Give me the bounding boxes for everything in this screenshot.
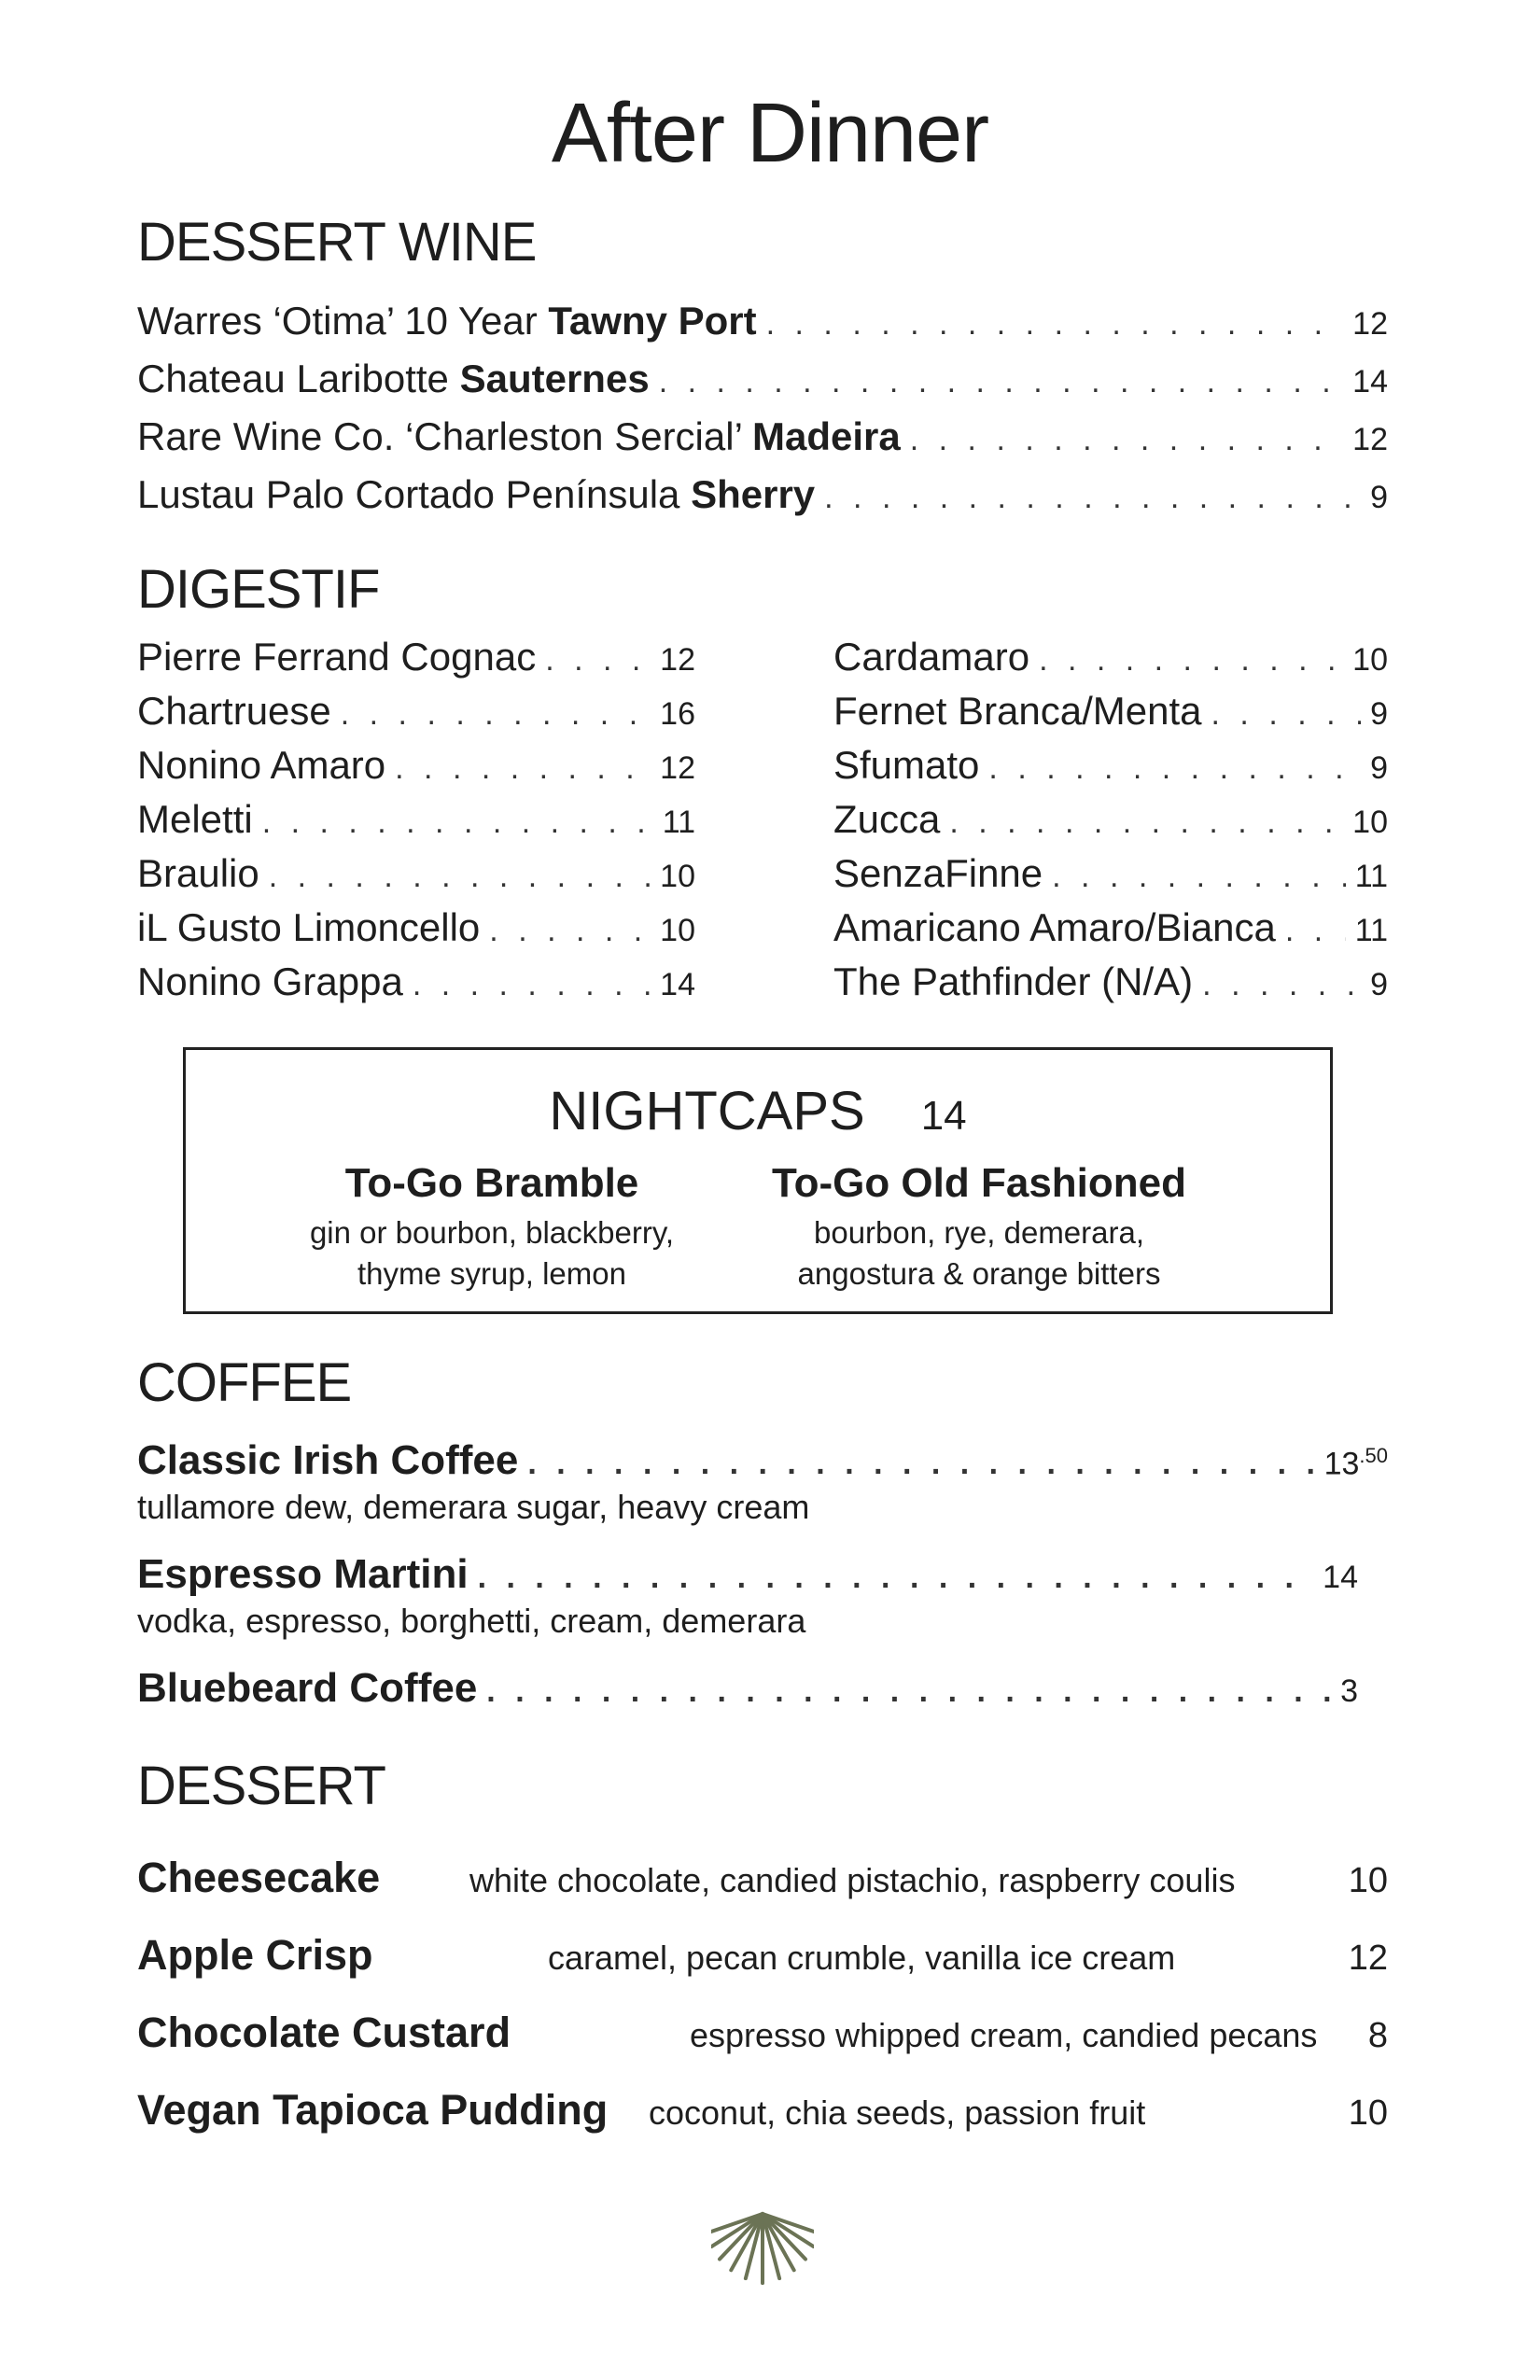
nightcap-description <box>764 1212 1194 1295</box>
dot-leader <box>1211 696 1362 733</box>
description-line: gin or bourbon, blackberry, <box>309 1215 675 1250</box>
dot-leader <box>489 913 651 949</box>
dessert-wine-list <box>137 299 1388 530</box>
item-description: caramel, pecan crumble, vanilla ice cream <box>548 1939 1176 1977</box>
list-item <box>137 905 695 959</box>
item-price: 9 <box>1370 480 1388 515</box>
item-price: 11 <box>1354 913 1388 948</box>
item-name: The Pathfinder (N/A) <box>833 959 1194 1003</box>
item-price: 10 <box>660 859 695 894</box>
dot-leader <box>766 306 1344 343</box>
list-item <box>833 635 1388 689</box>
wine-producer: Lustau Palo Cortado Península <box>137 472 680 516</box>
item-name: Sfumato <box>833 743 980 787</box>
item-price: 12 <box>1352 422 1388 457</box>
nightcap-name: To-Go Old Fashioned <box>771 1160 1187 1206</box>
list-item <box>833 959 1388 1014</box>
digestif-left-column <box>137 635 695 1014</box>
item-name: Apple Crisp <box>137 1931 373 1979</box>
nightcaps-header <box>186 1080 1330 1142</box>
dessert-list <box>137 1854 1388 2163</box>
item-price: $13^{.50}$ <box>1323 1443 1388 1481</box>
item-name: Cardamaro <box>833 635 1030 679</box>
item-description: coconut, chia seeds, passion fruit <box>649 2093 1146 2132</box>
item-name: Chartruese <box>137 689 331 733</box>
list-item <box>137 357 1388 414</box>
item-price: 12 <box>1348 1939 1388 1978</box>
digestif-right-column <box>833 635 1388 1014</box>
coffee-heading: COFFEE <box>137 1352 352 1413</box>
item-price: 10 <box>1348 1861 1388 1900</box>
list-item <box>833 851 1388 905</box>
description-line: thyme syrup, lemon <box>357 1256 626 1291</box>
wine-style: Madeira <box>752 414 901 458</box>
dessert-wine-heading: DESSERT WINE <box>137 212 537 273</box>
item-description: tullamore dew, demerara sugar, heavy cream <box>137 1488 810 1526</box>
dessert-heading: DESSERT <box>137 1756 385 1816</box>
dot-leader <box>659 364 1343 400</box>
wine-producer: Rare Wine Co. ‘Charleston Sercial’ <box>137 414 742 458</box>
item-description: vodka, espresso, borghetti, cream, demerara <box>137 1602 806 1640</box>
dot-leader <box>910 422 1343 458</box>
item-price: 14 <box>1323 1560 1358 1595</box>
item-name: Cheesecake <box>137 1854 381 1901</box>
wine-producer: Warres ‘Otima’ 10 Year <box>137 299 538 343</box>
list-item <box>137 2086 1388 2163</box>
list-item <box>137 1437 1388 1551</box>
item-price: 9 <box>1370 967 1388 1002</box>
nightcap-item <box>277 1160 707 1295</box>
item-price: 12 <box>660 642 695 678</box>
dot-leader <box>949 805 1343 841</box>
dot-leader <box>395 750 651 787</box>
dot-leader <box>486 1673 1331 1710</box>
item-name: Bluebeard Coffee <box>137 1665 478 1711</box>
list-item <box>137 689 695 743</box>
item-name: iL Gusto Limoncello <box>137 905 481 949</box>
list-item <box>137 635 695 689</box>
item-price: 14 <box>1352 364 1388 399</box>
list-item <box>137 959 695 1014</box>
item-name: Nonino Amaro <box>137 743 386 787</box>
dot-leader <box>478 1560 1314 1596</box>
item-price: 16 <box>660 696 695 732</box>
item-price: 14 <box>660 967 695 1002</box>
item-price: 10 <box>660 913 695 948</box>
nightcap-item <box>764 1160 1194 1295</box>
list-item <box>833 743 1388 797</box>
item-price: 3 <box>1340 1673 1358 1709</box>
list-item <box>137 472 1388 530</box>
item-price: 11 <box>1354 859 1388 894</box>
item-price: 9 <box>1370 750 1388 786</box>
item-name: Zucca <box>833 797 941 841</box>
dot-leader <box>413 967 651 1003</box>
wine-style: Sauternes <box>459 357 650 400</box>
dot-leader <box>1052 859 1346 895</box>
list-item <box>137 1551 1388 1665</box>
item-description: white chocolate, candied pistachio, raspberry coulis <box>469 1861 1236 1899</box>
item-price: 11 <box>662 805 695 840</box>
item-name: Espresso Martini <box>137 1551 469 1597</box>
description-line: bourbon, rye, demerara, <box>813 1215 1145 1250</box>
item-name: Vegan Tapioca Pudding <box>137 2086 609 2134</box>
nightcaps-box <box>183 1047 1333 1314</box>
item-name: Pierre Ferrand Cognac <box>137 635 537 679</box>
dot-leader <box>824 480 1361 516</box>
item-name: Chocolate Custard <box>137 2009 511 2056</box>
dot-leader <box>1285 913 1346 949</box>
item-price: 8 <box>1367 2016 1388 2055</box>
dot-leader <box>262 805 653 841</box>
item-price: 12 <box>1352 306 1388 342</box>
list-item <box>833 689 1388 743</box>
item-name: Nonino Grappa <box>137 959 403 1003</box>
item-name: SenzaFinne <box>833 851 1043 895</box>
list-item <box>137 414 1388 472</box>
palm-fan-logo <box>711 2205 814 2289</box>
list-item <box>137 851 695 905</box>
item-price: 12 <box>660 750 695 786</box>
dot-leader <box>1039 642 1343 679</box>
digestif-heading: DIGESTIF <box>137 559 380 620</box>
description-line: angostura & orange bitters <box>797 1256 1161 1291</box>
wine-style: Tawny Port <box>548 299 757 343</box>
price-cents: .50 <box>1359 1443 1388 1467</box>
list-item <box>137 1931 1388 2009</box>
item-name: Meletti <box>137 797 253 841</box>
list-item <box>137 743 695 797</box>
nightcap-name: To-Go Bramble <box>344 1160 639 1206</box>
item-name: Amaricano Amaro/Bianca <box>833 905 1276 949</box>
item-description: espresso whipped cream, candied pecans <box>690 2016 1318 2054</box>
palm-fan-icon <box>711 2205 814 2289</box>
item-price: 10 <box>1352 642 1388 678</box>
nightcaps-heading: NIGHTCAPS <box>549 1081 865 1141</box>
list-item <box>137 1854 1388 1931</box>
item-name: Classic Irish Coffee <box>137 1437 519 1483</box>
item-price: 10 <box>1352 805 1388 840</box>
list-item <box>833 797 1388 851</box>
dot-leader <box>527 1446 1314 1482</box>
dot-leader <box>988 750 1361 787</box>
item-price: 10 <box>1348 2093 1388 2133</box>
dot-leader <box>545 642 651 679</box>
list-item <box>137 299 1388 357</box>
dot-leader <box>1202 967 1361 1003</box>
item-name: Fernet Branca/Menta <box>833 689 1202 733</box>
list-item <box>833 905 1388 959</box>
wine-producer: Chateau Laribotte <box>137 357 449 400</box>
item-price: 9 <box>1370 696 1388 732</box>
list-item <box>137 2009 1388 2086</box>
wine-style: Sherry <box>691 472 816 516</box>
nightcap-description <box>277 1212 707 1295</box>
nightcaps-price: 14 <box>920 1093 967 1139</box>
dot-leader <box>269 859 651 895</box>
coffee-list <box>137 1437 1388 1779</box>
dot-leader <box>341 696 651 733</box>
page-title: After Dinner <box>551 87 989 180</box>
item-name: Braulio <box>137 851 259 895</box>
list-item <box>137 797 695 851</box>
